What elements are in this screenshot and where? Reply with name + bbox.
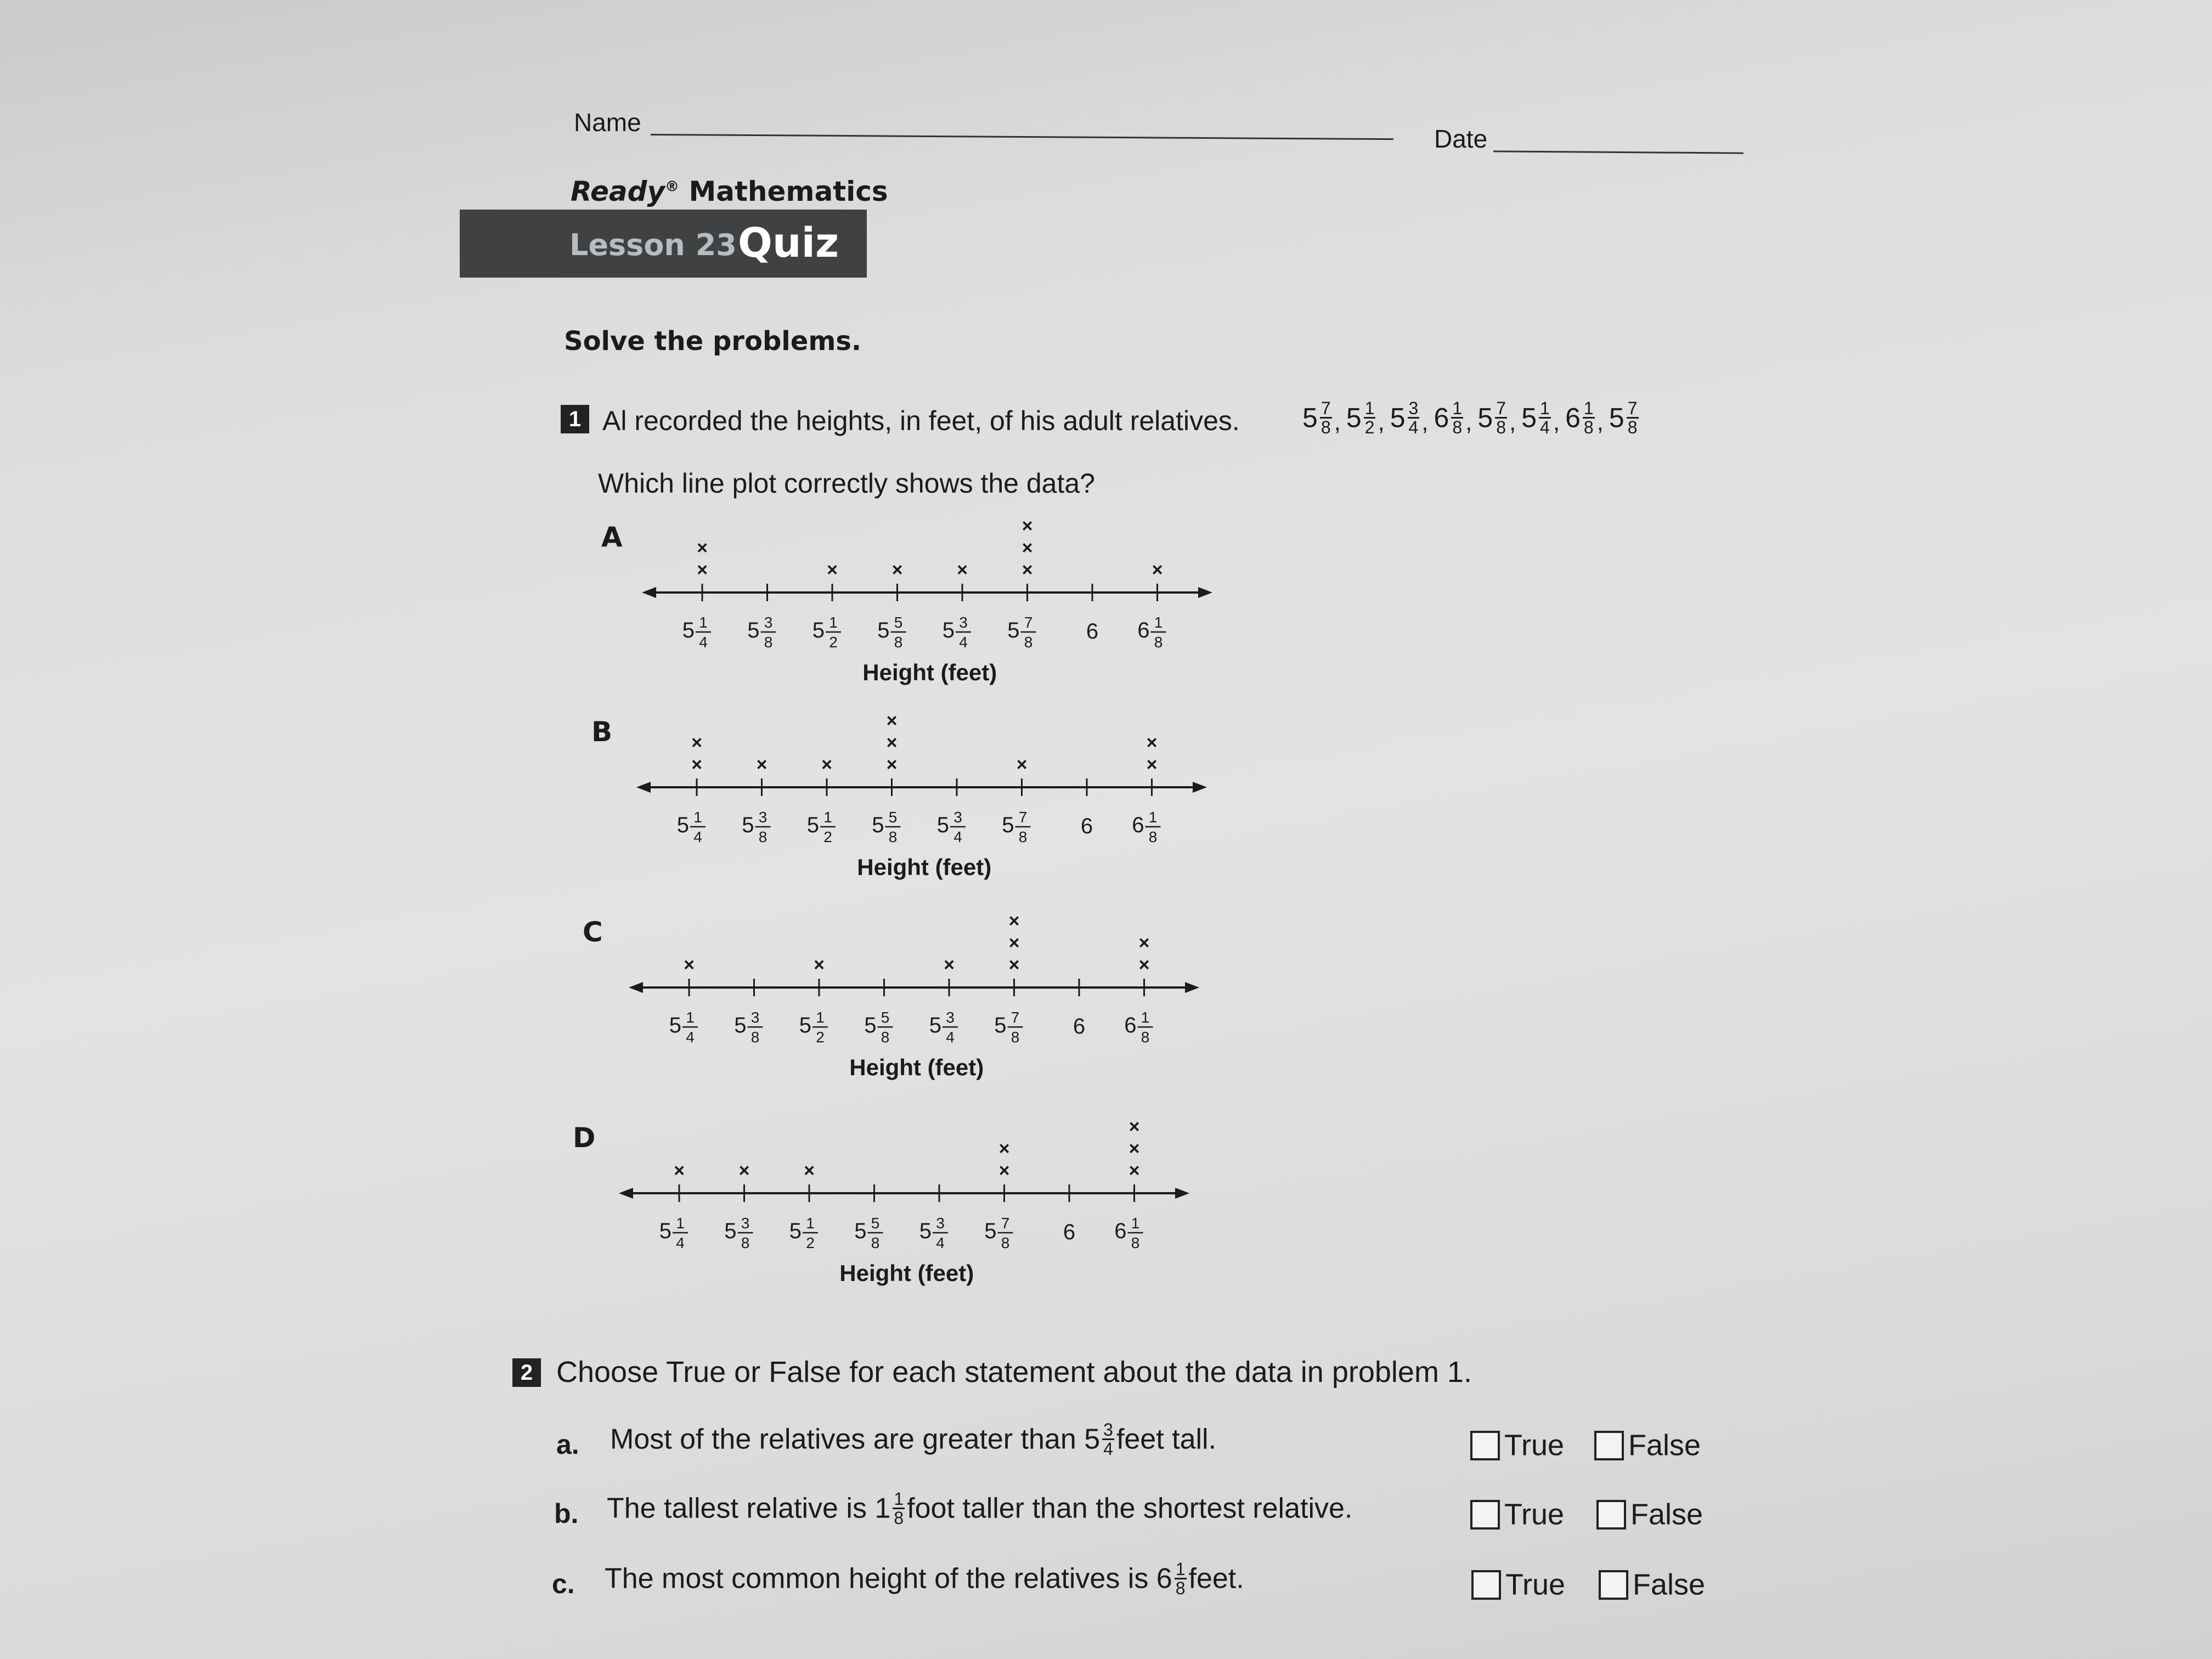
tick-label-denominator: 8 xyxy=(1018,828,1028,845)
tick-label-whole: 6 xyxy=(1086,619,1099,644)
brand-ready: Ready xyxy=(571,176,665,207)
tick-label-whole: 5 xyxy=(669,1013,681,1037)
tick-label-numerator: 3 xyxy=(936,1215,945,1232)
tick-label-denominator: 4 xyxy=(699,634,708,651)
data-value-fraction-denominator: 8 xyxy=(1627,417,1638,437)
tick-label-numerator: 3 xyxy=(946,1009,955,1026)
data-mark-x: × xyxy=(1022,538,1033,558)
date-label: Date xyxy=(1434,125,1488,153)
statement-fraction-denominator: 8 xyxy=(1175,1578,1186,1598)
data-mark-x: × xyxy=(957,560,968,580)
tick-label-denominator: 8 xyxy=(764,634,773,651)
data-mark-x: × xyxy=(1152,560,1163,580)
item-2-false-option[interactable] xyxy=(1596,1496,1703,1532)
data-value-fraction xyxy=(1495,399,1507,436)
data-value-fraction xyxy=(1627,399,1639,436)
tick-label-numerator: 3 xyxy=(953,809,962,826)
tick-label-denominator: 8 xyxy=(758,828,768,845)
option-b-label[interactable]: B xyxy=(591,716,613,748)
tick-label-whole: 6 xyxy=(1063,1220,1076,1244)
data-value-fraction-denominator: 8 xyxy=(1321,417,1331,437)
axis-arrow-left xyxy=(636,782,651,793)
data-value-fraction-denominator: 8 xyxy=(1496,417,1506,437)
tick-label-denominator: 4 xyxy=(693,828,702,845)
tick-label-whole: 6 xyxy=(1124,1013,1137,1037)
tick-label-denominator: 4 xyxy=(959,634,968,651)
tick-label-numerator: 1 xyxy=(693,809,702,826)
brand-title xyxy=(571,176,888,207)
tick-label-numerator: 7 xyxy=(1011,1009,1020,1026)
tick-label-numerator: 1 xyxy=(1148,809,1158,826)
x-axis-label: Height (feet) xyxy=(849,1054,984,1080)
statement-text-after: feet tall. xyxy=(1116,1423,1217,1455)
tick-label-whole: 5 xyxy=(742,813,754,837)
tick-label-denominator: 8 xyxy=(741,1234,750,1251)
data-value-fraction-denominator: 8 xyxy=(1452,417,1463,437)
true-label: True xyxy=(1504,1429,1565,1462)
statement-text-before: The tallest relative is 1 xyxy=(607,1492,891,1525)
problem-1-number: 1 xyxy=(561,405,589,433)
data-separator: , xyxy=(1465,409,1472,436)
tick-label-numerator: 1 xyxy=(1141,1009,1150,1026)
data-mark-x: × xyxy=(1138,955,1150,975)
data-mark-x: × xyxy=(1128,1116,1140,1137)
data-mark-x: × xyxy=(691,732,702,753)
tick-label-whole: 5 xyxy=(789,1219,802,1243)
problem-1-question: Which line plot correctly shows the data? xyxy=(598,468,1095,499)
tick-label-numerator: 1 xyxy=(829,614,838,631)
x-axis-label: Height (feet) xyxy=(839,1260,974,1286)
data-value-whole: 5 xyxy=(1302,402,1318,433)
data-value-fraction-denominator: 4 xyxy=(1408,417,1419,437)
data-mark-x: × xyxy=(814,955,825,975)
data-value-fraction-numerator: 1 xyxy=(1583,398,1594,418)
data-mark-x: × xyxy=(1138,933,1150,953)
tick-label-denominator: 8 xyxy=(1001,1234,1010,1251)
tick-label-numerator: 7 xyxy=(1018,809,1028,826)
name-label: Name xyxy=(574,108,641,137)
axis-arrow-right xyxy=(1193,782,1207,793)
data-mark-x: × xyxy=(697,538,708,558)
tick-label-numerator: 5 xyxy=(871,1215,880,1232)
data-value-whole: 5 xyxy=(1477,402,1493,433)
problem-1-text: Al recorded the heights, in feet, of his adult relatives. xyxy=(602,405,1240,436)
data-mark-x: × xyxy=(1008,955,1020,975)
option-a-label[interactable]: A xyxy=(601,521,623,553)
tick-label-whole: 5 xyxy=(806,813,819,837)
data-value-fraction xyxy=(1408,399,1420,436)
true-checkbox[interactable] xyxy=(1470,1431,1500,1460)
item-3-false-option[interactable] xyxy=(1599,1566,1705,1602)
data-value-fraction-denominator: 2 xyxy=(1364,417,1375,437)
tick-label-whole: 5 xyxy=(1007,618,1020,642)
tick-label-denominator: 4 xyxy=(946,1029,955,1046)
statement-text-after: foot taller than the shortest relative. xyxy=(907,1492,1353,1525)
data-mark-x: × xyxy=(1128,1138,1140,1159)
tick-label-denominator: 8 xyxy=(1024,634,1033,651)
tick-label-whole: 5 xyxy=(984,1219,997,1243)
data-separator: , xyxy=(1378,409,1385,436)
data-mark-x: × xyxy=(827,560,838,580)
tick-label-numerator: 3 xyxy=(751,1009,760,1026)
data-separator: , xyxy=(1596,409,1604,436)
tick-label-whole: 5 xyxy=(734,1013,747,1037)
data-mark-x: × xyxy=(738,1160,750,1181)
data-value-fraction-numerator: 1 xyxy=(1364,398,1375,418)
tick-label-whole: 5 xyxy=(919,1219,932,1243)
data-mark-x: × xyxy=(1008,911,1020,932)
data-value-fraction xyxy=(1583,399,1595,436)
tick-label-whole: 5 xyxy=(854,1219,867,1243)
item-1-statement xyxy=(610,1421,1216,1458)
tick-label-whole: 6 xyxy=(1073,1014,1086,1039)
true-label: True xyxy=(1504,1498,1565,1531)
tick-label-denominator: 4 xyxy=(686,1029,695,1046)
tick-label-numerator: 1 xyxy=(686,1009,695,1026)
tick-label-numerator: 3 xyxy=(758,809,768,826)
axis-arrow-left xyxy=(629,982,643,993)
data-value-fraction-numerator: 7 xyxy=(1627,398,1638,418)
tick-label-whole: 6 xyxy=(1080,814,1093,838)
data-mark-x: × xyxy=(891,560,903,580)
item-2-true-option[interactable] xyxy=(1470,1496,1564,1532)
statement-fraction xyxy=(1175,1560,1187,1597)
statement-fraction-denominator: 8 xyxy=(894,1508,904,1528)
line-plot-d xyxy=(619,1111,1189,1286)
tick-label-denominator: 8 xyxy=(1011,1029,1020,1046)
option-d-label[interactable]: D xyxy=(573,1122,596,1154)
quiz-title: Quiz xyxy=(738,219,839,267)
data-separator: , xyxy=(1421,409,1429,436)
statement-text-before: Most of the relatives are greater than 5 xyxy=(610,1423,1101,1455)
problem-2-number: 2 xyxy=(512,1358,541,1387)
statement-fraction xyxy=(1102,1421,1114,1458)
line-plot-b xyxy=(636,705,1207,881)
axis-arrow-left xyxy=(619,1188,633,1199)
item-2-letter: b. xyxy=(554,1498,579,1529)
statement-fraction-numerator: 3 xyxy=(1103,1420,1113,1440)
data-mark-x: × xyxy=(674,1160,685,1181)
brand-reg: ® xyxy=(665,178,680,195)
line-plot-c xyxy=(629,905,1199,1081)
data-value-fraction-numerator: 1 xyxy=(1540,398,1550,418)
tick-label-numerator: 3 xyxy=(764,614,773,631)
tick-label-denominator: 4 xyxy=(676,1234,685,1251)
false-label: False xyxy=(1633,1568,1706,1601)
tick-label-denominator: 2 xyxy=(823,828,832,845)
tick-label-denominator: 4 xyxy=(953,828,962,845)
axis-arrow-right xyxy=(1185,982,1199,993)
data-value-whole: 6 xyxy=(1565,402,1581,433)
tick-label-whole: 6 xyxy=(1132,813,1144,837)
tick-label-whole: 5 xyxy=(864,1013,877,1037)
data-mark-x: × xyxy=(1146,732,1158,753)
data-mark-x: × xyxy=(691,754,702,775)
tick-label-denominator: 8 xyxy=(871,1234,880,1251)
tick-label-whole: 5 xyxy=(659,1219,672,1243)
tick-label-numerator: 1 xyxy=(699,614,708,631)
tick-label-whole: 5 xyxy=(724,1219,737,1243)
data-mark-x: × xyxy=(697,560,708,580)
data-value-fraction-denominator: 8 xyxy=(1583,417,1594,437)
tick-label-numerator: 5 xyxy=(881,1009,890,1026)
statement-text-after: feet. xyxy=(1188,1562,1244,1595)
data-value-whole: 5 xyxy=(1390,402,1406,433)
x-axis-label: Height (feet) xyxy=(862,659,997,685)
tick-label-whole: 5 xyxy=(682,618,695,642)
tick-label-numerator: 1 xyxy=(676,1215,685,1232)
axis-arrow-right xyxy=(1175,1188,1189,1199)
tick-label-numerator: 3 xyxy=(959,614,968,631)
tick-label-numerator: 1 xyxy=(1131,1215,1140,1232)
problem-2-text: Choose True or False for each statement about the data in problem 1. xyxy=(556,1356,1472,1389)
tick-label-whole: 5 xyxy=(936,813,949,837)
data-separator: , xyxy=(1509,409,1516,436)
tick-label-denominator: 2 xyxy=(806,1234,815,1251)
data-value-fraction-numerator: 1 xyxy=(1452,398,1463,418)
data-value-fraction xyxy=(1451,399,1463,436)
tick-label-denominator: 8 xyxy=(1148,828,1158,845)
data-mark-x: × xyxy=(1128,1160,1140,1181)
item-1-false-option[interactable] xyxy=(1594,1426,1701,1463)
tick-label-numerator: 7 xyxy=(1024,614,1033,631)
false-checkbox[interactable] xyxy=(1599,1570,1628,1600)
item-2-statement xyxy=(607,1490,1352,1527)
data-mark-x: × xyxy=(1016,754,1028,775)
false-label: False xyxy=(1628,1429,1701,1462)
axis-arrow-right xyxy=(1198,587,1212,598)
tick-label-numerator: 3 xyxy=(741,1215,750,1232)
item-1-letter: a. xyxy=(556,1429,579,1460)
true-label: True xyxy=(1505,1568,1566,1601)
x-axis-label: Height (feet) xyxy=(857,854,992,880)
data-separator: , xyxy=(1334,409,1341,436)
data-mark-x: × xyxy=(804,1160,815,1181)
tick-label-denominator: 4 xyxy=(936,1234,945,1251)
instructions: Solve the problems. xyxy=(564,326,862,357)
data-separator: , xyxy=(1553,409,1560,436)
statement-fraction-denominator: 4 xyxy=(1103,1439,1113,1459)
data-mark-x: × xyxy=(756,754,768,775)
data-value-fraction xyxy=(1364,399,1376,436)
statement-fraction xyxy=(893,1490,905,1527)
data-mark-x: × xyxy=(886,710,898,731)
tick-label-denominator: 8 xyxy=(881,1029,890,1046)
data-mark-x: × xyxy=(1008,933,1020,953)
tick-label-whole: 5 xyxy=(877,618,890,642)
item-1-true-option[interactable] xyxy=(1470,1426,1564,1463)
data-mark-x: × xyxy=(821,754,832,775)
data-mark-x: × xyxy=(998,1160,1010,1181)
tick-label-numerator: 1 xyxy=(823,809,832,826)
data-mark-x: × xyxy=(998,1138,1010,1159)
tick-label-denominator: 8 xyxy=(894,634,903,651)
tick-label-numerator: 5 xyxy=(888,809,898,826)
line-plot-a xyxy=(642,510,1212,686)
axis-arrow-left xyxy=(642,587,656,598)
data-value-whole: 5 xyxy=(1521,402,1537,433)
data-mark-x: × xyxy=(1022,516,1033,537)
tick-label-numerator: 1 xyxy=(806,1215,815,1232)
data-mark-x: × xyxy=(886,754,898,775)
data-mark-x: × xyxy=(944,955,955,975)
item-3-letter: c. xyxy=(552,1568,575,1599)
tick-label-whole: 5 xyxy=(747,618,760,642)
data-value-fraction xyxy=(1320,399,1332,436)
data-value-fraction xyxy=(1539,399,1551,436)
tick-label-numerator: 5 xyxy=(894,614,903,631)
data-value-fraction-numerator: 7 xyxy=(1321,398,1331,418)
tick-label-whole: 6 xyxy=(1137,618,1150,642)
tick-label-numerator: 7 xyxy=(1001,1215,1010,1232)
data-value-fraction-denominator: 4 xyxy=(1540,417,1550,437)
statement-fraction-numerator: 1 xyxy=(1175,1559,1186,1579)
false-checkbox[interactable] xyxy=(1596,1500,1626,1530)
lesson-number: Lesson 23 xyxy=(569,228,737,262)
tick-label-whole: 5 xyxy=(812,618,825,642)
tick-label-whole: 6 xyxy=(1114,1219,1127,1243)
tick-label-denominator: 2 xyxy=(816,1029,825,1046)
item-3-statement xyxy=(605,1560,1244,1597)
false-label: False xyxy=(1630,1498,1703,1531)
data-mark-x: × xyxy=(684,955,695,975)
tick-label-denominator: 8 xyxy=(888,828,898,845)
data-value-whole: 5 xyxy=(1346,402,1362,433)
data-value-whole: 5 xyxy=(1609,402,1624,433)
tick-label-denominator: 2 xyxy=(829,634,838,651)
data-value-fraction-numerator: 7 xyxy=(1496,398,1506,418)
tick-label-denominator: 8 xyxy=(1141,1029,1150,1046)
data-value-fraction-numerator: 3 xyxy=(1408,398,1419,418)
tick-label-denominator: 8 xyxy=(751,1029,760,1046)
brand-mathematics: Mathematics xyxy=(689,176,888,207)
data-mark-x: × xyxy=(1146,754,1158,775)
statement-fraction-numerator: 1 xyxy=(894,1489,904,1509)
tick-label-numerator: 1 xyxy=(816,1009,825,1026)
tick-label-numerator: 1 xyxy=(1154,614,1163,631)
tick-label-whole: 5 xyxy=(994,1013,1007,1037)
problem-1-data-list xyxy=(1302,399,1641,436)
statement-text-before: The most common height of the relatives is 6 xyxy=(605,1562,1172,1595)
tick-label-whole: 5 xyxy=(942,618,955,642)
data-mark-x: × xyxy=(1022,560,1033,580)
data-mark-x: × xyxy=(886,732,898,753)
item-3-true-option[interactable] xyxy=(1471,1566,1565,1602)
tick-label-whole: 5 xyxy=(929,1013,941,1037)
true-checkbox[interactable] xyxy=(1470,1500,1500,1530)
tick-label-whole: 5 xyxy=(799,1013,811,1037)
tick-label-whole: 5 xyxy=(1002,813,1014,837)
tick-label-denominator: 8 xyxy=(1154,634,1163,651)
data-value-whole: 6 xyxy=(1434,402,1449,433)
tick-label-whole: 5 xyxy=(676,813,689,837)
tick-label-whole: 5 xyxy=(872,813,884,837)
false-checkbox[interactable] xyxy=(1594,1431,1624,1460)
true-checkbox[interactable] xyxy=(1471,1570,1501,1600)
tick-label-denominator: 8 xyxy=(1131,1234,1140,1251)
option-c-label[interactable]: C xyxy=(583,916,603,948)
